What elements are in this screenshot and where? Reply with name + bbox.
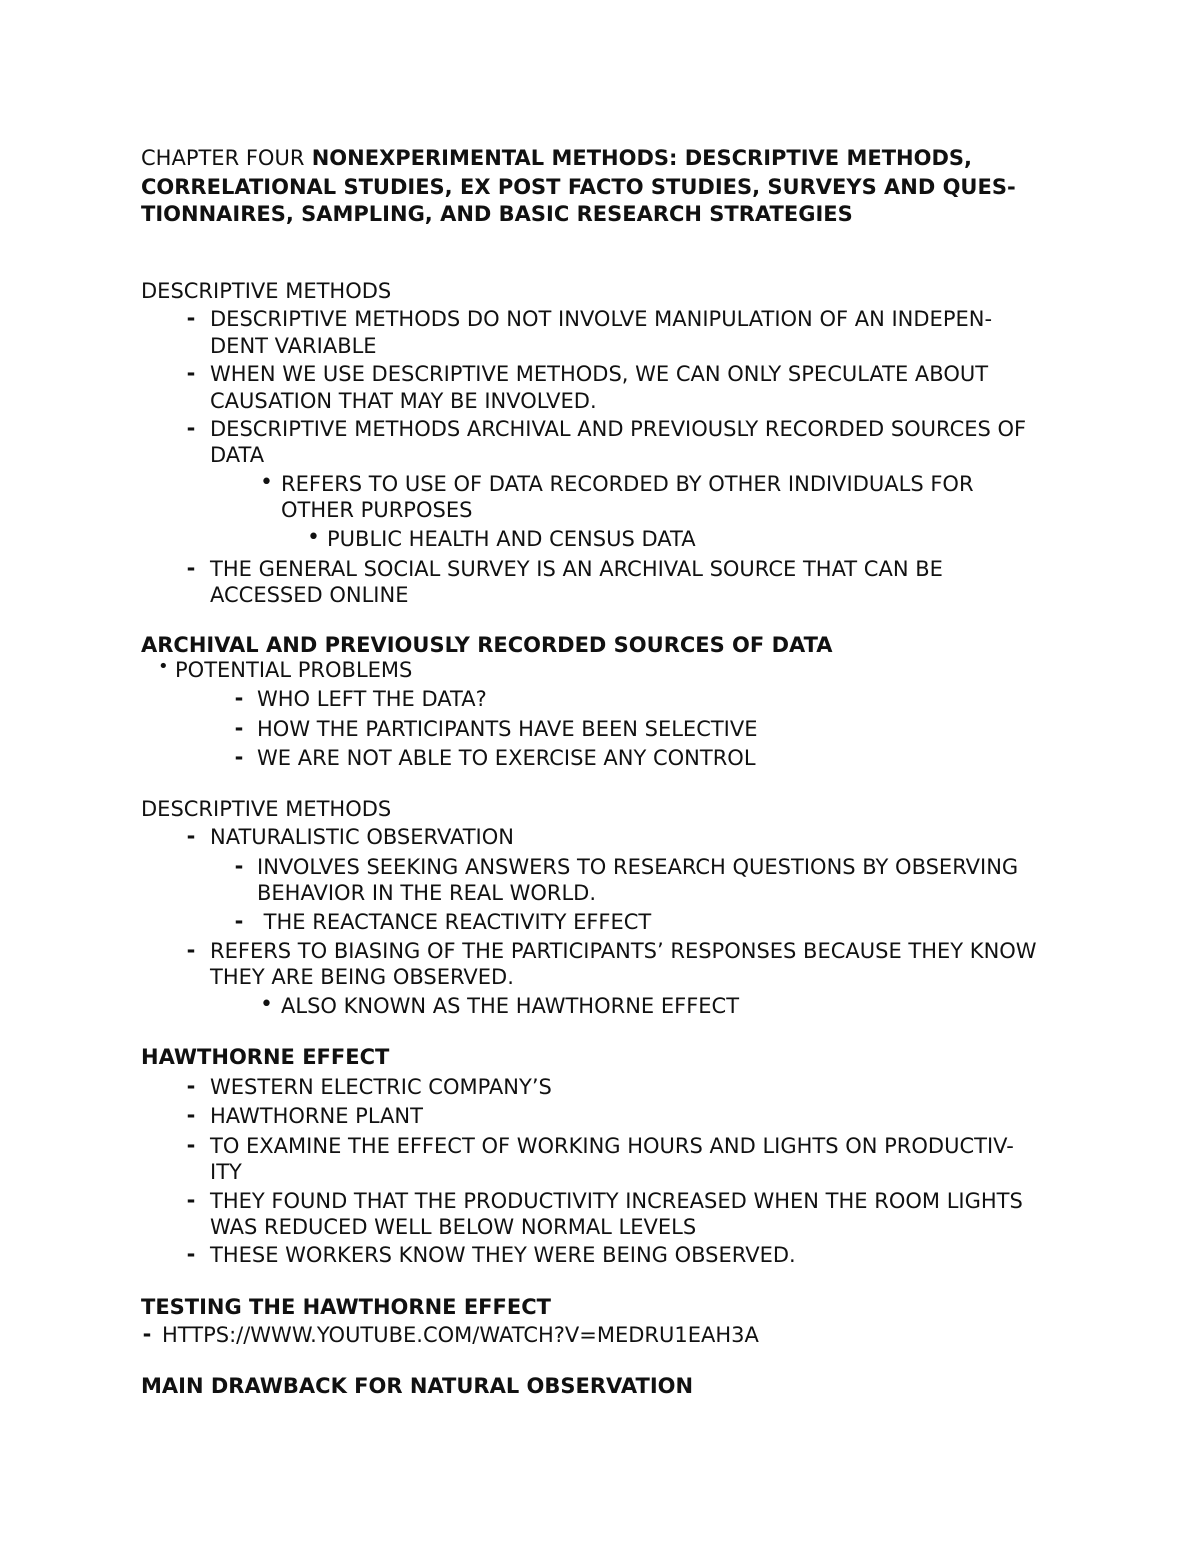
section-heading-testing-hawthorne: TESTING THE HAWTHORNE EFFECT [141, 1295, 551, 1319]
dash-marker: - [186, 1188, 196, 1212]
section-heading-descriptive-methods-2: DESCRIPTIVE METHODS [141, 797, 392, 821]
dash-marker: - [234, 745, 244, 769]
list-item-line: DENT VARIABLE [210, 334, 377, 358]
list-item-line: REFERS TO BIASING OF THE PARTICIPANTS’ RESPONSES BECAUSE THEY KNOW [210, 939, 1037, 963]
section-heading-main-drawback: MAIN DRAWBACK FOR NATURAL OBSERVATION [141, 1374, 694, 1398]
bullet-marker: • [158, 656, 169, 677]
dash-marker: - [234, 909, 244, 933]
dash-marker: - [186, 306, 196, 330]
list-item-line: WAS REDUCED WELL BELOW NORMAL LEVELS [210, 1215, 697, 1239]
chapter-title-text: NONEXPERIMENTAL METHODS: DESCRIPTIVE METHODS, [311, 146, 972, 170]
section-heading-hawthorne-effect: HAWTHORNE EFFECT [141, 1045, 390, 1069]
dash-marker: - [186, 938, 196, 962]
youtube-link[interactable]: HTTPS://WWW.YOUTUBE.COM/WATCH?V=MEDRU1EAH3A [162, 1323, 759, 1347]
list-item-line: THEY ARE BEING OBSERVED. [210, 965, 514, 989]
list-item-line: THE GENERAL SOCIAL SURVEY IS AN ARCHIVAL SOURCE THAT CAN BE [210, 557, 943, 581]
dash-marker: - [186, 556, 196, 580]
bullet-marker: • [260, 992, 273, 1017]
dash-marker: - [186, 1074, 196, 1098]
list-item-line: ALSO KNOWN AS THE HAWTHORNE EFFECT [281, 994, 740, 1018]
section-heading-archival-sources: ARCHIVAL AND PREVIOUSLY RECORDED SOURCES OF DATA [141, 633, 833, 657]
list-item-line: WHO LEFT THE DATA? [257, 687, 487, 711]
list-item-line: HAWTHORNE PLANT [210, 1104, 423, 1128]
dash-marker: - [234, 716, 244, 740]
dash-marker: - [186, 361, 196, 385]
dash-marker: - [186, 1103, 196, 1127]
list-item-line: THEY FOUND THAT THE PRODUCTIVITY INCREASED WHEN THE ROOM LIGHTS [210, 1189, 1023, 1213]
list-item-line: DESCRIPTIVE METHODS DO NOT INVOLVE MANIPULATION OF AN INDEPEN- [210, 307, 993, 331]
dash-marker: - [234, 854, 244, 878]
list-item-line: DATA [210, 443, 265, 467]
dash-marker: - [186, 1133, 196, 1157]
chapter-title-line-1 [141, 145, 972, 171]
subheading-potential-problems: POTENTIAL PROBLEMS [175, 658, 413, 682]
dash-marker: - [142, 1322, 152, 1346]
bullet-marker: • [260, 470, 273, 495]
dash-marker: - [234, 686, 244, 710]
list-item-line: DESCRIPTIVE METHODS ARCHIVAL AND PREVIOUSLY RECORDED SOURCES OF [210, 417, 1027, 441]
list-item-line: HOW THE PARTICIPANTS HAVE BEEN SELECTIVE [257, 717, 758, 741]
chapter-title-line-3: TIONNAIRES, SAMPLING, AND BASIC RESEARCH STRATEGIES [141, 202, 853, 226]
list-item-line: INVOLVES SEEKING ANSWERS TO RESEARCH QUESTIONS BY OBSERVING [257, 855, 1019, 879]
list-item-line: CAUSATION THAT MAY BE INVOLVED. [210, 389, 597, 413]
list-item-line: PUBLIC HEALTH AND CENSUS DATA [327, 527, 696, 551]
list-item-line: ITY [210, 1160, 242, 1184]
bullet-marker: • [307, 525, 320, 550]
list-item-line: WE ARE NOT ABLE TO EXERCISE ANY CONTROL [257, 746, 756, 770]
list-item-line: OTHER PURPOSES [281, 498, 473, 522]
dash-marker: - [186, 1242, 196, 1266]
chapter-title-line-2: CORRELATIONAL STUDIES, EX POST FACTO STUDIES, SURVEYS AND QUES- [141, 175, 1016, 199]
list-item-line: TO EXAMINE THE EFFECT OF WORKING HOURS AND LIGHTS ON PRODUCTIV- [210, 1134, 1014, 1158]
chapter-label: CHAPTER FOUR [141, 146, 305, 170]
list-item-line: THE REACTANCE REACTIVITY EFFECT [257, 910, 652, 934]
list-item-line: WHEN WE USE DESCRIPTIVE METHODS, WE CAN ONLY SPECULATE ABOUT [210, 362, 989, 386]
list-item-line: BEHAVIOR IN THE REAL WORLD. [257, 881, 597, 905]
list-item-line: WESTERN ELECTRIC COMPANY’S [210, 1075, 552, 1099]
list-item-line: THESE WORKERS KNOW THEY WERE BEING OBSERVED. [210, 1243, 796, 1267]
section-heading-descriptive-methods: DESCRIPTIVE METHODS [141, 279, 392, 303]
list-item-line: NATURALISTIC OBSERVATION [210, 825, 514, 849]
list-item-line: REFERS TO USE OF DATA RECORDED BY OTHER INDIVIDUALS FOR [281, 472, 974, 496]
list-item-line: ACCESSED ONLINE [210, 583, 409, 607]
dash-marker: - [186, 824, 196, 848]
dash-marker: - [186, 416, 196, 440]
